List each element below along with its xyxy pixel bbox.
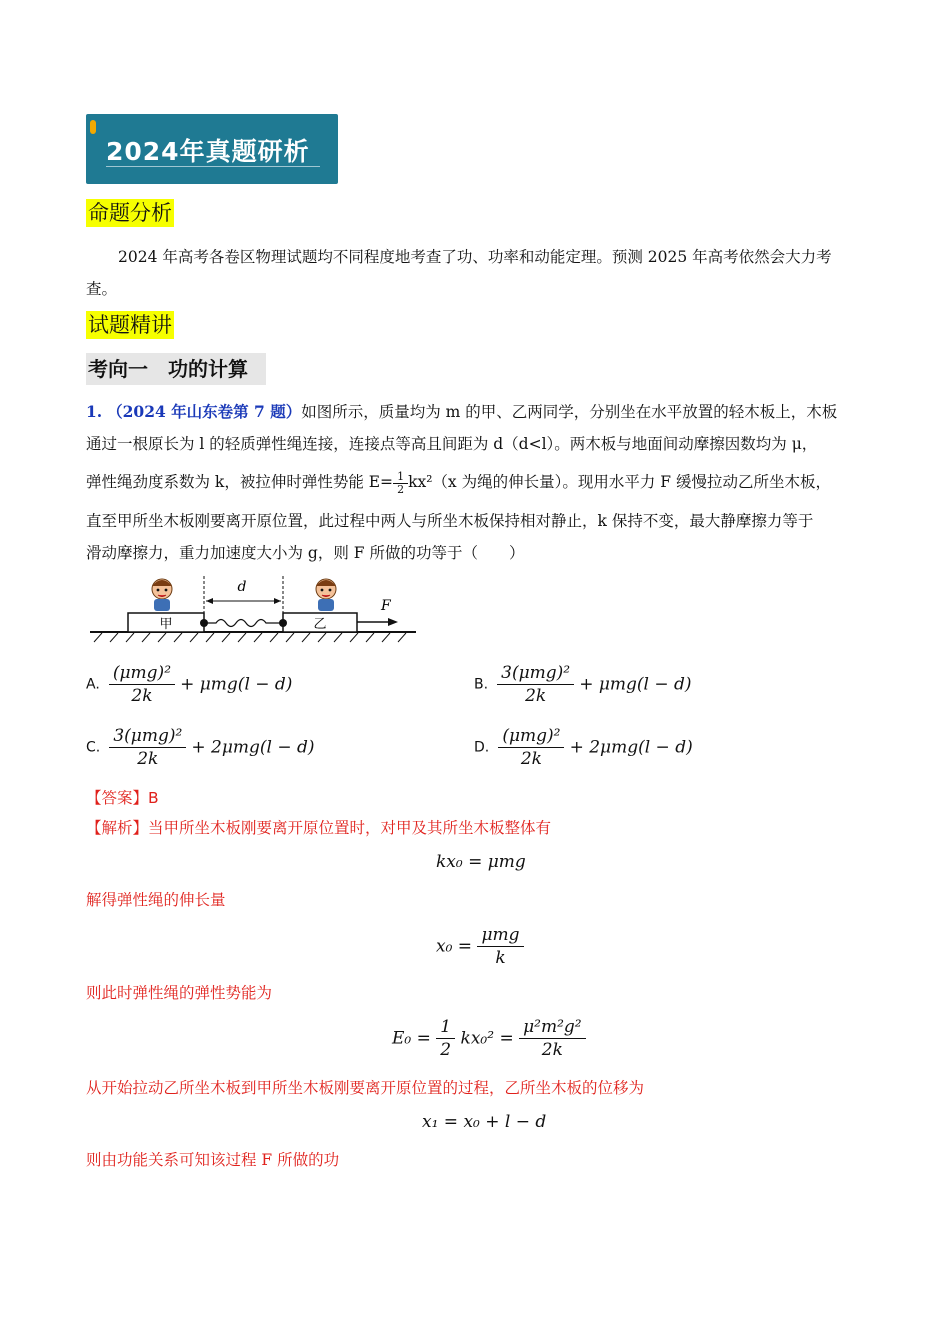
direction-title: 考向一 功的计算 <box>86 353 266 385</box>
elastic-rope <box>204 620 283 627</box>
question-line-3 <box>86 466 831 498</box>
question-line-1 <box>86 396 837 428</box>
label-F: F <box>381 598 391 614</box>
question-text-3b: kx²（x 为绳的伸长量）。现用水平力 F 缓慢拉动乙所坐木板， <box>408 473 831 491</box>
question-line-2: 通过一根原长为 l 的轻质弹性绳连接，连接点等高且间距为 d（d<l）。两木板与地面间动摩擦因数均为 μ， <box>86 435 818 453</box>
banner-title: 2024年真题研析 <box>106 137 310 166</box>
answer-value: B <box>148 789 159 807</box>
banner-accent <box>90 120 96 134</box>
solution-line-4: 从开始拉动乙所坐木板到甲所坐木板刚要离开原位置的过程，乙所坐木板的位移为 <box>86 1079 645 1097</box>
option-d[interactable]: D. $\frac{\text{(μmg)²}}{2k}$ + 2μmg(l − d) <box>474 726 693 769</box>
analysis-label: 命题分析 <box>88 201 172 225</box>
solution-line-2: 解得弹性绳的伸长量 <box>86 891 226 909</box>
student-right-icon <box>316 579 336 611</box>
answer-label: 【答案】 <box>86 789 149 807</box>
question-line-4: 直至甲所坐木板刚要离开原位置，此过程中两人与所坐木板保持相对静止，k 保持不变，最大静摩擦力等于 <box>86 512 814 530</box>
label-d: d <box>237 579 247 595</box>
equation-2: x₀ = $\frac{\text{μmg}}{k}$ <box>436 924 524 969</box>
solution-line-5: 则由功能关系可知该过程 F 所做的功 <box>86 1151 340 1169</box>
analysis-text-2: 查。 <box>86 280 118 298</box>
question-line-5: 滑动摩擦力，重力加速度大小为 g，则 F 所做的功等于（ ） <box>86 544 525 562</box>
physics-figure <box>86 572 426 644</box>
energy-fraction: $\frac{1}{2}$ <box>393 471 408 496</box>
option-a[interactable]: A. $\frac{\text{(μmg)²}}{2k}$ + μmg(l − d) <box>86 663 293 706</box>
label-left: 甲 <box>159 617 173 632</box>
solution-line-1: 【解析】当甲所坐木板刚要离开原位置时，对甲及其所坐木板整体有 <box>86 819 552 837</box>
analysis-label-wrap <box>86 200 174 227</box>
banner-underline <box>106 166 320 167</box>
label-right: 乙 <box>313 617 327 632</box>
question-number: 1. <box>86 402 103 421</box>
explain-label: 试题精讲 <box>88 313 172 337</box>
solution-line-3: 则此时弹性绳的弹性势能为 <box>86 984 273 1002</box>
student-left-icon <box>152 579 172 611</box>
option-b[interactable]: B. $\frac{\text{3(μmg)²}}{2k}$ + μmg(l − d) <box>474 663 692 706</box>
ground-hatching <box>94 633 406 642</box>
equation-3: E₀ = $\frac{1}{2}$ kx₀² = $\frac{\text{μ²m²g²}}{2k}$ <box>392 1016 586 1061</box>
solution-label: 【解析】 <box>86 819 149 837</box>
equation-1: kx₀ = μmg <box>436 852 526 872</box>
equation-4: x₁ = x₀ + l − d <box>422 1112 547 1132</box>
explain-label-wrap <box>86 312 174 339</box>
analysis-text-1: 2024 年高考各卷区物理试题均不同程度地考查了功、功率和动能定理。预测 2025 年高考依然会大力考 <box>118 248 832 266</box>
question-source: （2024 年山东卷第 7 题） <box>107 402 302 421</box>
question-text-3a: 弹性绳劲度系数为 k，被拉伸时弹性势能 E= <box>86 473 394 491</box>
option-c[interactable]: C. $\frac{\text{3(μmg)²}}{2k}$ + 2μmg(l − d) <box>86 726 315 769</box>
title-banner <box>86 114 338 184</box>
question-text-1: 如图所示，质量均为 m 的甲、乙两同学，分别坐在水平放置的轻木板上，木板 <box>301 403 838 421</box>
answer-line <box>86 786 159 808</box>
